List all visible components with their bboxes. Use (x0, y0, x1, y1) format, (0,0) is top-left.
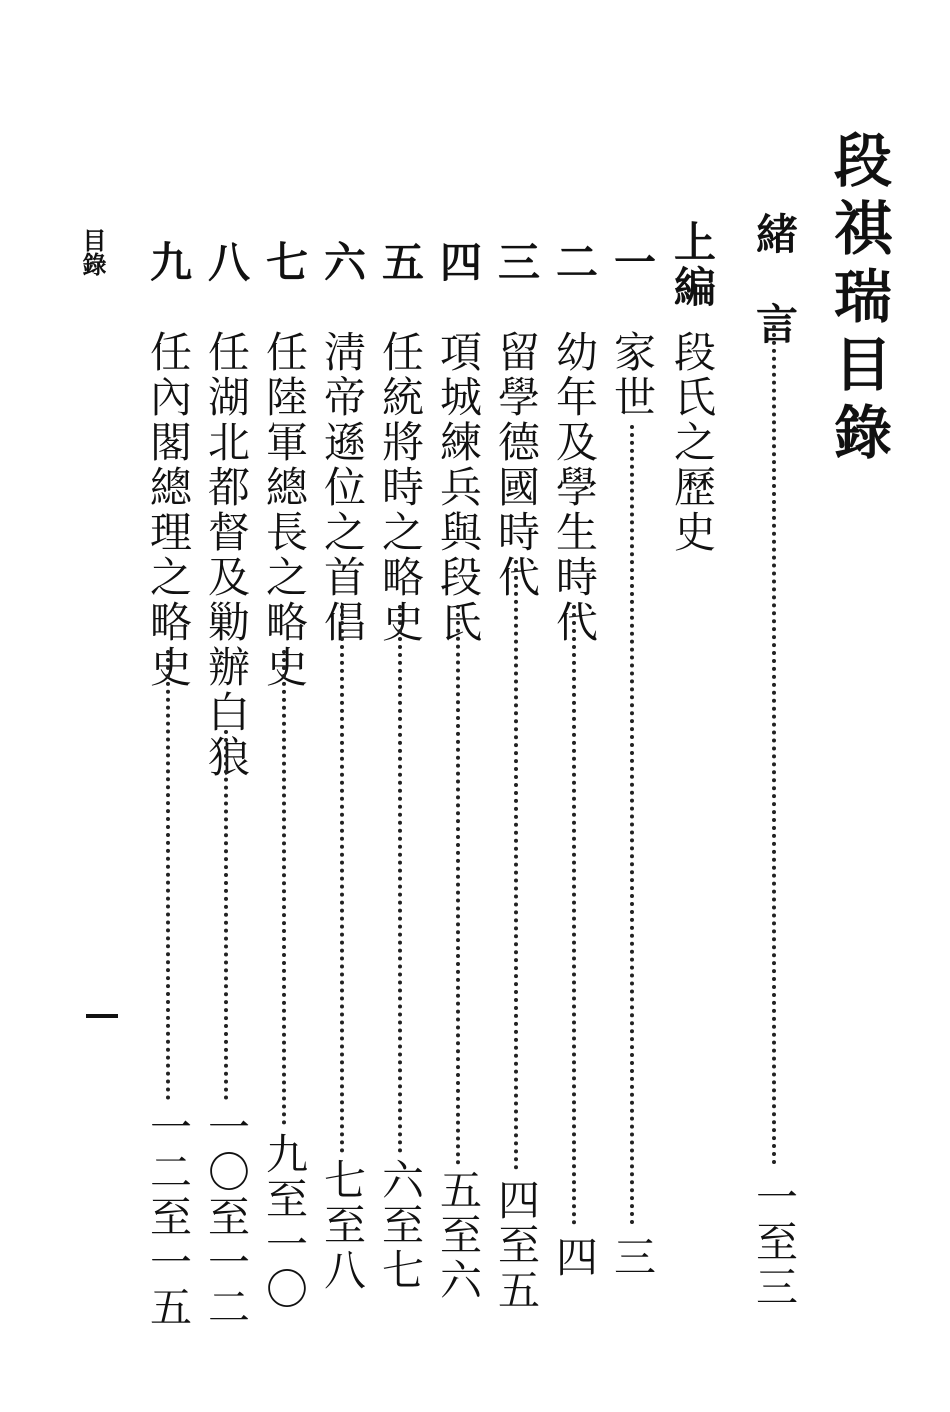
dot-leader (398, 605, 402, 1153)
dot-leader (772, 325, 776, 1165)
chapter-number: 五 (376, 240, 425, 285)
page-title: 段祺瑞目錄 (824, 130, 892, 470)
part-title: 段氏之歷史 (668, 330, 717, 555)
chapter-title: 任陸軍總長之略史 (260, 330, 309, 690)
chapter-title: 留學德國時代 (492, 330, 541, 600)
chapter-pages: 九至一〇 (260, 1132, 309, 1312)
part-label: 上編 (668, 220, 717, 310)
preface-pages: 一至三 (750, 1175, 799, 1310)
chapter-number: 三 (492, 240, 541, 285)
chapter-title: 任統將時之略史 (376, 330, 425, 645)
folio-mark (86, 1014, 118, 1018)
chapter-number: 八 (202, 240, 251, 285)
dot-leader (282, 650, 286, 1125)
chapter-title: 幼年及學生時代 (550, 330, 599, 645)
dot-leader (166, 650, 170, 1100)
chapter-number: 四 (434, 240, 483, 285)
dot-leader (630, 425, 634, 1225)
chapter-number: 一 (608, 240, 657, 285)
chapter-pages: 五至六 (434, 1168, 483, 1303)
chapter-number: 六 (318, 240, 367, 285)
dot-leader (456, 605, 460, 1165)
chapter-title: 任湖北都督及勦辦白狼 (202, 330, 251, 780)
chapter-number: 二 (550, 240, 599, 285)
dot-leader (224, 730, 228, 1100)
chapter-pages: 四至五 (492, 1178, 541, 1313)
chapter-number: 七 (260, 240, 309, 285)
chapter-title: 淸帝遜位之首倡 (318, 330, 367, 645)
chapter-number: 九 (144, 240, 193, 285)
chapter-pages: 七至八 (318, 1158, 367, 1293)
chapter-pages: 三 (608, 1235, 657, 1280)
dot-leader (514, 560, 518, 1170)
running-head: 目錄 (78, 228, 107, 276)
chapter-pages: 一〇至一二 (202, 1105, 251, 1330)
chapter-pages: 六至七 (376, 1158, 425, 1293)
dot-leader (572, 605, 576, 1225)
dot-leader (340, 605, 344, 1153)
chapter-pages: 一二至一五 (144, 1105, 193, 1330)
preface-label: 緒 言 (750, 212, 799, 347)
chapter-title: 項城練兵與段氏 (434, 330, 483, 645)
chapter-pages: 四 (550, 1235, 599, 1280)
chapter-title: 家世 (608, 330, 657, 420)
chapter-title: 任內閣總理之略史 (144, 330, 193, 690)
